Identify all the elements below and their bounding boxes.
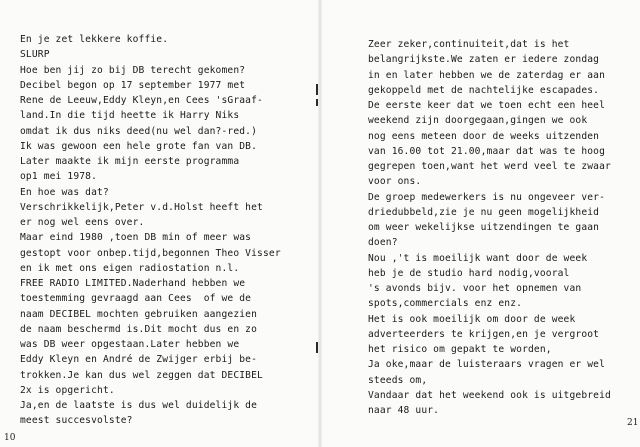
text-line: was DB weer opgestaan.Later hebben we bbox=[20, 339, 240, 350]
text-line: FREE RADIO LIMITED.Naderhand hebben we bbox=[20, 278, 246, 289]
text-line: gestopt voor onbep.tijd,begonnen Theo Visser bbox=[20, 247, 281, 259]
text-line: adverteerders te krijgen,en je vergroot bbox=[368, 328, 600, 340]
text-line: De eerste keer dat we toen echt een heel bbox=[368, 100, 606, 111]
text-line: Ja oke,maar de luisteraars vragen er wel bbox=[368, 359, 606, 371]
text-line: om weer wekelijkse uitzendingen te gaan bbox=[368, 222, 600, 233]
text-line: gekoppeld met de nachtelijke escapades. bbox=[368, 84, 600, 96]
text-line: er nog wel eens over. bbox=[20, 217, 145, 228]
text-line: doen? bbox=[368, 237, 398, 249]
right-page bbox=[322, 0, 640, 447]
text-line: naar 48 uur. bbox=[368, 405, 440, 416]
left-page-number: 10 bbox=[4, 433, 16, 443]
text-line: op1 mei 1978. bbox=[20, 171, 98, 183]
text-line: en ik met ons eigen radiostation n.l. bbox=[20, 262, 240, 274]
text-line: Zeer zeker,continuiteit,dat is het bbox=[368, 39, 570, 50]
text-line: Nou ,'t is moeilijk want door de week bbox=[368, 252, 588, 264]
staple-mark bbox=[316, 99, 318, 106]
text-line: meest succesvolste? bbox=[20, 415, 133, 427]
text-line: het risico om gepakt te worden, bbox=[368, 344, 552, 355]
text-line: Het is ook moeilijk om door de week bbox=[368, 313, 576, 325]
text-line: nog eens meteen door de weeks uitzenden bbox=[368, 130, 600, 142]
text-line: de naam beschermd is.Dit mocht dus en zo bbox=[20, 323, 258, 335]
text-line: weekend zijn doorgegaan,gingen we ook bbox=[368, 115, 588, 127]
text-line: Hoe ben jij zo bij DB terecht gekomen? bbox=[20, 64, 246, 76]
text-line: van 16.00 tot 21.00,maar dat was te hoog bbox=[368, 145, 606, 157]
text-line: En hoe was dat? bbox=[20, 186, 109, 198]
text-line: steeds om, bbox=[368, 374, 428, 386]
text-line: Vandaar dat het weekend ook is uitgebreid bbox=[368, 389, 611, 401]
left-page bbox=[0, 0, 318, 447]
text-line: 's avonds bijv. voor het opnemen van bbox=[368, 283, 582, 294]
text-line: Ik was gewoon een hele grote fan van DB. bbox=[20, 140, 258, 152]
text-line: spots,commercials enz enz. bbox=[368, 298, 523, 310]
text-line: Later maakte ik mijn eerste programma bbox=[20, 156, 240, 167]
text-line: gegrepen toen,want het werd veel te zwaar bbox=[368, 161, 611, 172]
text-line: SLURP bbox=[20, 49, 50, 61]
text-line: Eddy Kleyn en André de Zwijger erbij be- bbox=[20, 354, 258, 366]
text-line: omdat ik dus niks deed(nu wel dan?-red.) bbox=[20, 125, 258, 137]
text-line: naam DECIBEL mochten gebruiken aangezien bbox=[20, 308, 258, 320]
left-page-text bbox=[20, 32, 281, 429]
staple-mark bbox=[316, 84, 318, 95]
text-line: trokken.Je kan dus wel zeggen dat DECIBEL bbox=[20, 369, 263, 381]
text-line: toestemming gevraagd aan Cees of we de bbox=[20, 293, 252, 305]
right-page-number: 21 bbox=[627, 418, 639, 428]
text-line: Rene de Leeuw,Eddy Kleyn,en Cees 'sGraaf- bbox=[20, 95, 263, 106]
text-line: voor ons. bbox=[368, 176, 422, 188]
text-line: Verschrikkelijk,Peter v.d.Holst heeft het bbox=[20, 201, 263, 213]
text-line: Ja,en de laatste is dus wel duidelijk de bbox=[20, 400, 258, 411]
text-line: De groep medewerkers is nu ongeveer ver- bbox=[368, 191, 606, 203]
staple-mark bbox=[316, 342, 318, 353]
text-line: in en later hebben we de zaterdag er aan bbox=[368, 69, 606, 81]
text-line: driedubbeld,zie je nu geen mogelijkheid bbox=[368, 206, 600, 218]
text-line: 2x is opgericht. bbox=[20, 384, 115, 396]
text-line: Maar eind 1980 ,toen DB min of meer was bbox=[20, 232, 252, 244]
text-line: heb je de studio hard nodig,vooral bbox=[368, 267, 570, 279]
text-line: belangrijkste.We zaten er iedere zondag bbox=[368, 54, 600, 66]
text-line: land.In die tijd heette ik Harry Niks bbox=[20, 110, 240, 122]
right-page-text bbox=[368, 37, 611, 418]
text-line: En je zet lekkere koffie. bbox=[20, 34, 169, 45]
text-line: Decibel begon op 17 september 1977 met bbox=[20, 79, 246, 91]
